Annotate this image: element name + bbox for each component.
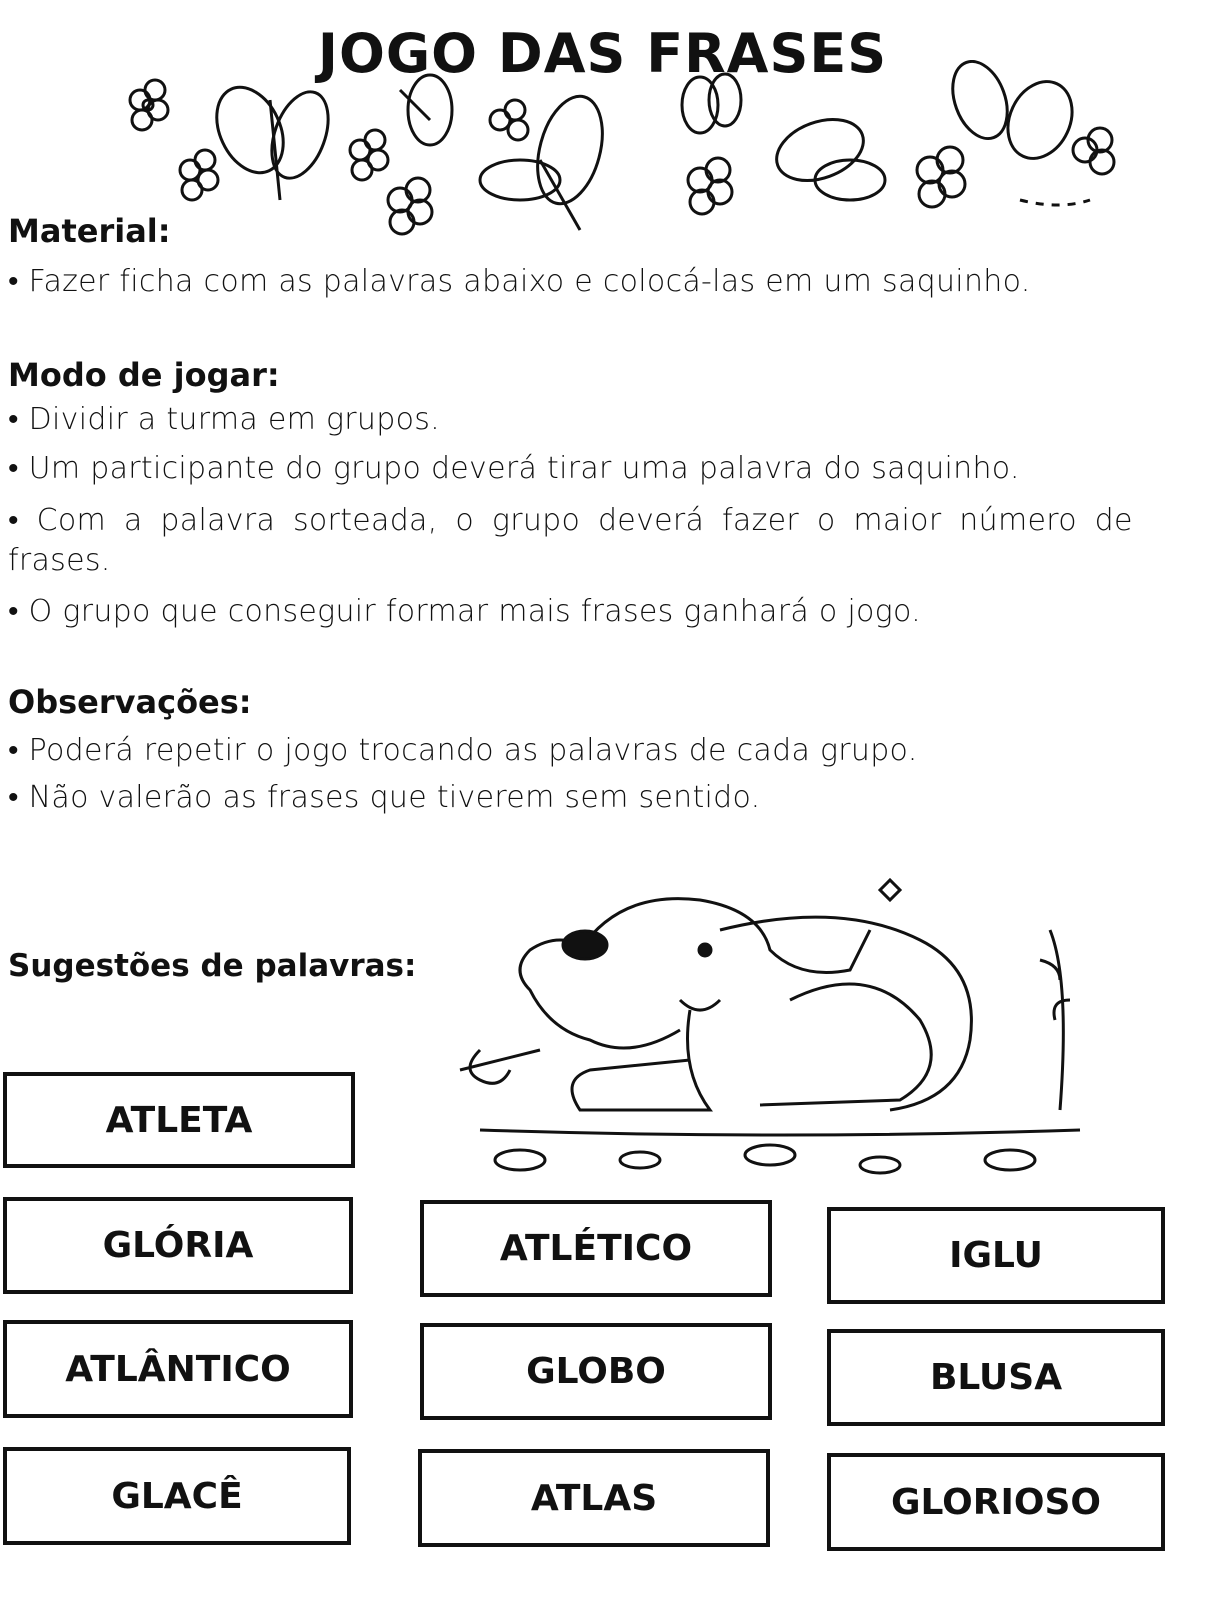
flower-icon xyxy=(490,100,528,140)
modo-item: • Com a palavra sorteada, o grupo deverá fazer o maior número de xyxy=(8,503,1133,538)
sugestoes-heading: Sugestões de palavras: xyxy=(8,948,417,984)
word-card-atlas: ATLAS xyxy=(418,1449,770,1547)
flower-icon xyxy=(388,178,432,234)
flower-icon xyxy=(130,80,168,130)
observacoes-item: • Não valerão as frases que tiverem sem sentido. xyxy=(8,780,761,815)
butterfly-icon xyxy=(682,74,741,133)
word-card-globo: GLOBO xyxy=(420,1323,772,1420)
material-heading: Material: xyxy=(8,212,171,250)
observacoes-item: • Poderá repetir o jogo trocando as palavras de cada grupo. xyxy=(8,733,918,768)
dog-illustration xyxy=(440,870,1120,1190)
flower-icon xyxy=(1073,128,1114,174)
modo-item: • O grupo que conseguir formar mais frases ganhará o jogo. xyxy=(8,594,921,629)
material-item: • Fazer ficha com as palavras abaixo e colocá-las em um saquinho. xyxy=(8,264,1031,299)
page-title: JOGO DAS FRASES xyxy=(317,22,888,85)
flowers-butterflies-illustration xyxy=(100,60,1130,250)
flower-icon xyxy=(180,150,218,200)
butterfly-icon xyxy=(400,75,452,145)
modo-heading: Modo de jogar: xyxy=(8,356,280,394)
observacoes-heading: Observações: xyxy=(8,683,252,721)
word-card-atletico: ATLÉTICO xyxy=(420,1200,772,1297)
word-card-blusa: BLUSA xyxy=(827,1329,1165,1426)
word-card-iglu: IGLU xyxy=(827,1207,1165,1304)
butterfly-icon xyxy=(768,108,885,200)
word-card-glace: GLACÊ xyxy=(3,1447,351,1545)
butterfly-icon xyxy=(204,77,339,200)
word-card-glorioso: GLORIOSO xyxy=(827,1453,1165,1551)
flower-icon xyxy=(688,158,732,214)
modo-item: • Um participante do grupo deverá tirar uma palavra do saquinho. xyxy=(8,451,1020,486)
word-card-atleta: ATLETA xyxy=(3,1072,355,1168)
modo-item: • Dividir a turma em grupos. xyxy=(8,402,440,437)
word-card-gloria: GLÓRIA xyxy=(3,1197,353,1294)
flower-icon xyxy=(917,147,965,207)
modo-item: frases. xyxy=(8,543,111,578)
word-card-atlantico: ATLÂNTICO xyxy=(3,1320,353,1418)
flower-icon xyxy=(350,130,388,180)
